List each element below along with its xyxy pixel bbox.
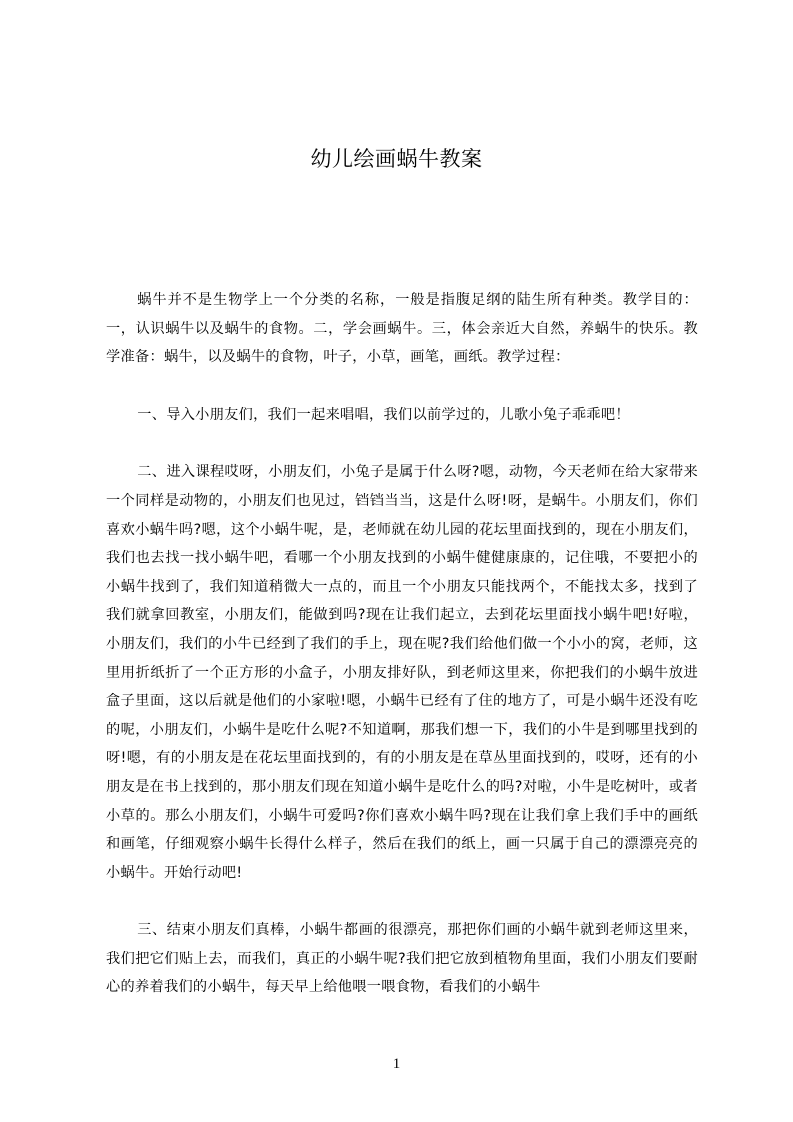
paragraph-gap [106,372,698,401]
page-number: 1 [392,1056,401,1072]
paragraph-step-one: 一、导入小朋友们，我们一起来唱唱，我们以前学过的，儿歌小兔子乖乖吧！ [137,406,630,423]
paragraph-step-three: 三、结束小朋友们真棒，小蜗牛都画的很漂亮，那把你们画的小蜗牛就到老师这里来，我们把它们贴上去，而我们，真正的小蜗牛呢?我们把它放到植物角里面，我们小朋友们要耐心的养着我们的小蜗牛，每天早上给他喂一喂食物，看我们的小蜗牛 [106,922,698,996]
paragraph-gap [106,429,698,458]
document-body [106,286,698,1002]
paragraph-step-two: 二、进入课程哎呀，小朋友们，小兔子是属于什么呀?嗯，动物，今天老师在给大家带来一个同样是动物的，小朋友们也见过，铛铛当当，这是什么呀!呀，是蜗牛。小朋友们，你们喜欢小蜗牛吗?嗯，这个小蜗牛呢，是，老师就在幼儿园的花坛里面找到的，现在小朋友们，我们也去找一找小蜗牛吧，看哪一个小朋友找到的小蜗牛健健康康的，记住哦，不要把小的小蜗牛找到了，我们知道稍微大一点的，而且一个小朋友只能找两个，不能找太多，找到了我们就拿回教室，小朋友们，能做到吗?现在让我们起立，去到花坛里面找小蜗牛吧!好啦，小朋友们，我们的小牛已经到了我们的手上，现在呢?我们给他们做一个小小的窝，老师，这里用折纸折了一个正方形的小盒子，小朋友排好队，到老师这里来，你把我们的小蜗牛放进盒子里面，这以后就是他们的小家啦!嗯，小蜗牛已经有了住的地方了，可是小蜗牛还没有吃的呢，小朋友们，小蜗牛是吃什么呢?不知道啊，那我们想一下，我们的小牛是到哪里找到的呀!嗯，有的小朋友是在花坛里面找到的，有的小朋友是在草丛里面找到的，哎呀，还有的小朋友是在书上找到的，那小朋友们现在知道小蜗牛是吃什么的吗?对啦，小牛是吃树叶，或者小草的。那么小朋友们，小蜗牛可爱吗?你们喜欢小蜗牛吗?现在让我们拿上我们手中的画纸和画笔，仔细观察小蜗牛长得什么样子，然后在我们的纸上，画一只属于自己的漂漂亮亮的小蜗牛。开始行动吧! [106,464,698,881]
paragraph-intro: 蜗牛并不是生物学上一个分类的名称，一般是指腹足纲的陆生所有种类。教学目的：一，认识蜗牛以及蜗牛的食物。二，学会画蜗牛。三，体会亲近大自然，养蜗牛的快乐。教学准备：蜗牛，以及蜗牛的食物，叶子，小草，画笔，画纸。教学过程： [106,292,698,366]
document-title: 幼儿绘画蜗牛教案 [310,147,483,171]
paragraph-gap [106,887,698,916]
